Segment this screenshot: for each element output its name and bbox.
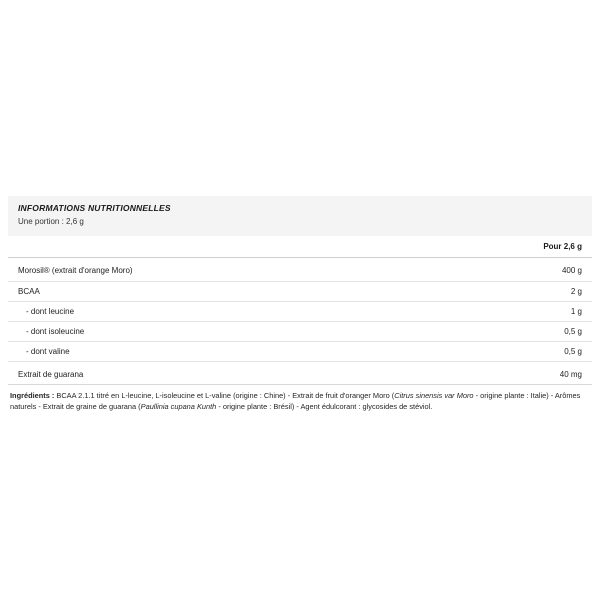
- nutrient-label: Extrait de guarana: [18, 369, 84, 379]
- ingredients-paragraph: [8, 391, 592, 412]
- ingredients-text-3: - origine plante : Brésil) - Agent édulcorant : glycosides de stéviol.: [216, 401, 433, 411]
- table-row: [8, 302, 592, 322]
- ingredients-latin-name-1: Citrus sinensis var Moro: [394, 390, 474, 400]
- nutrient-label: - dont leucine: [26, 306, 75, 316]
- table-row: [8, 322, 592, 342]
- nutrient-value: 1 g: [570, 306, 582, 316]
- nutrient-value: 0,5 g: [564, 346, 582, 356]
- table-row: [8, 342, 592, 362]
- serving-size-text: Une portion : 2,6 g: [18, 217, 84, 227]
- nutrient-label: BCAA: [18, 286, 40, 296]
- table-row: [8, 282, 592, 302]
- table-row: [8, 365, 592, 385]
- nutrition-panel: [8, 196, 592, 412]
- nutrient-label: - dont isoleucine: [26, 326, 85, 336]
- ingredients-label: Ingrédients :: [10, 390, 55, 400]
- nutrition-column-header-row: [8, 236, 592, 258]
- ingredients-text-1: BCAA 2.1.1 titré en L-leucine, L-isoleucine et L-valine (origine : Chine) - Extrait de fruit d'oranger Moro (: [54, 390, 395, 400]
- nutrition-header: [8, 196, 592, 236]
- ingredients-text-2: - origine plante : Italie) - Arômes naturels - Extrait de graine de guarana (: [10, 390, 581, 411]
- table-row: [8, 261, 592, 282]
- nutrient-value: 0,5 g: [564, 326, 582, 336]
- nutrition-title: INFORMATIONS NUTRITIONNELLES: [18, 203, 171, 213]
- nutrient-value: 2 g: [570, 286, 582, 296]
- column-header-amount: Pour 2,6 g: [543, 241, 582, 251]
- nutrient-label: Morosil® (extrait d'orange Moro): [18, 266, 133, 276]
- ingredients-latin-name-2: Paullinia cupana Kunth: [140, 401, 217, 411]
- nutrient-value: 400 g: [561, 266, 582, 276]
- nutrient-label: - dont valine: [26, 346, 70, 356]
- nutrient-value: 40 mg: [559, 369, 582, 379]
